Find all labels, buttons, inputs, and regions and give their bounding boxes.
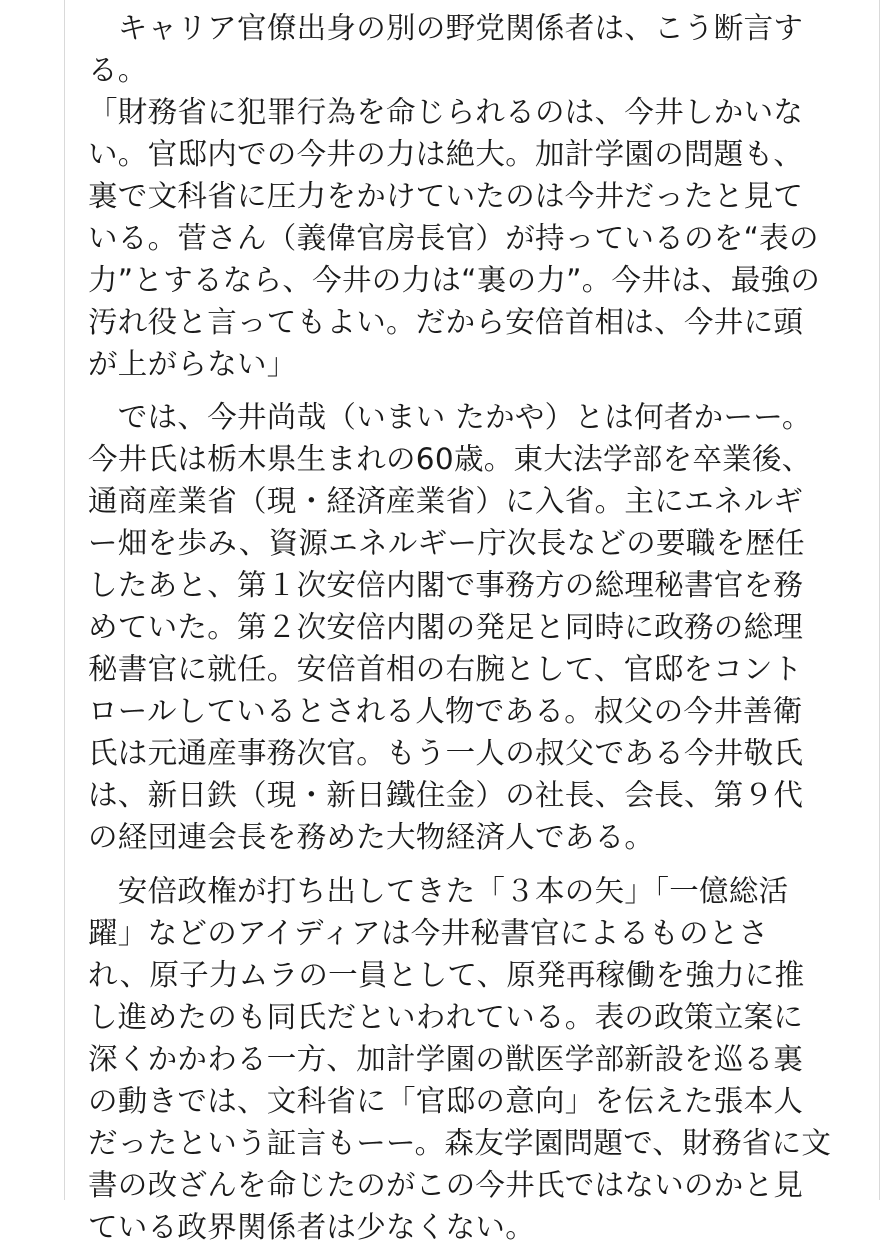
text-line: キャリア官僚出身の別の野党関係者は、こう断言す (88, 11, 804, 45)
text-line: 力”とするなら、今井の力は“裏の力”。今井は、最強の (88, 263, 821, 297)
text-line: だったという証言もーー。森友学園問題で、財務省に文 (88, 1126, 832, 1160)
text-line: れ、原子力ムラの一員として、原発再稼働を強力に推 (88, 958, 805, 992)
text-line: る。 (88, 53, 148, 87)
text-line: したあと、第１次安倍内閣で事務方の総理秘書官を務 (88, 568, 804, 602)
text-line: い。官邸内での今井の力は絶大。加計学園の問題も、 (88, 137, 804, 171)
text-line: 安倍政権が打ち出してきた「３本の矢」「一億総活 (88, 874, 789, 908)
text-line: ている政界関係者は少なくない。 (88, 1210, 535, 1244)
text-line: 汚れ役と言ってもよい。だから安倍首相は、今井に頭 (88, 305, 804, 339)
text-line: の経団連会長を務めた大物経済人である。 (88, 820, 655, 854)
left-border (64, 0, 65, 1200)
right-border (879, 0, 880, 1200)
text-line: ー畑を歩み、資源エネルギー庁次長などの要職を歴任 (88, 526, 805, 560)
text-line: 書の改ざんを命じたのがこの今井氏ではないのかと見 (88, 1168, 804, 1202)
text-line: 深くかかわる一方、加計学園の獣医学部新設を巡る裏 (88, 1042, 804, 1076)
text-line: では、今井尚哉（いまい たかや）とは何者かーー。 (88, 400, 812, 434)
text-line: ロールしているとされる人物である。叔父の今井善衛 (88, 694, 803, 728)
text-line: めていた。第２次安倍内閣の発足と同時に政務の総理 (88, 610, 804, 644)
text-line: は、新日鉄（現・新日鐵住金）の社長、会長、第９代 (88, 778, 804, 812)
text-line: 氏は元通産事務次官。もう一人の叔父である今井敬氏 (88, 736, 804, 770)
text-line: の動きでは、文科省に「官邸の意向」を伝えた張本人 (88, 1084, 804, 1118)
text-line: 通商産業省（現・経済産業省）に入省。主にエネルギ (88, 484, 804, 518)
text-line: いる。菅さん（義偉官房長官）が持っているのを“表の (88, 221, 819, 255)
text-line: 裏で文科省に圧力をかけていたのは今井だったと見て (88, 179, 804, 213)
text-line: 今井氏は栃木県生まれの60歳。東大法学部を卒業後、 (88, 442, 812, 476)
text-line: 秘書官に就任。安倍首相の右腕として、官邸をコント (88, 652, 803, 686)
text-line: 「財務省に犯罪行為を命じられるのは、今井しかいな (88, 95, 804, 129)
text-line: が上がらない」 (88, 347, 297, 381)
text-line: し進めたのも同氏だといわれている。表の政策立案に (88, 1000, 804, 1034)
text-line: 躍」などのアイディアは今井秘書官によるものとさ (88, 916, 769, 950)
